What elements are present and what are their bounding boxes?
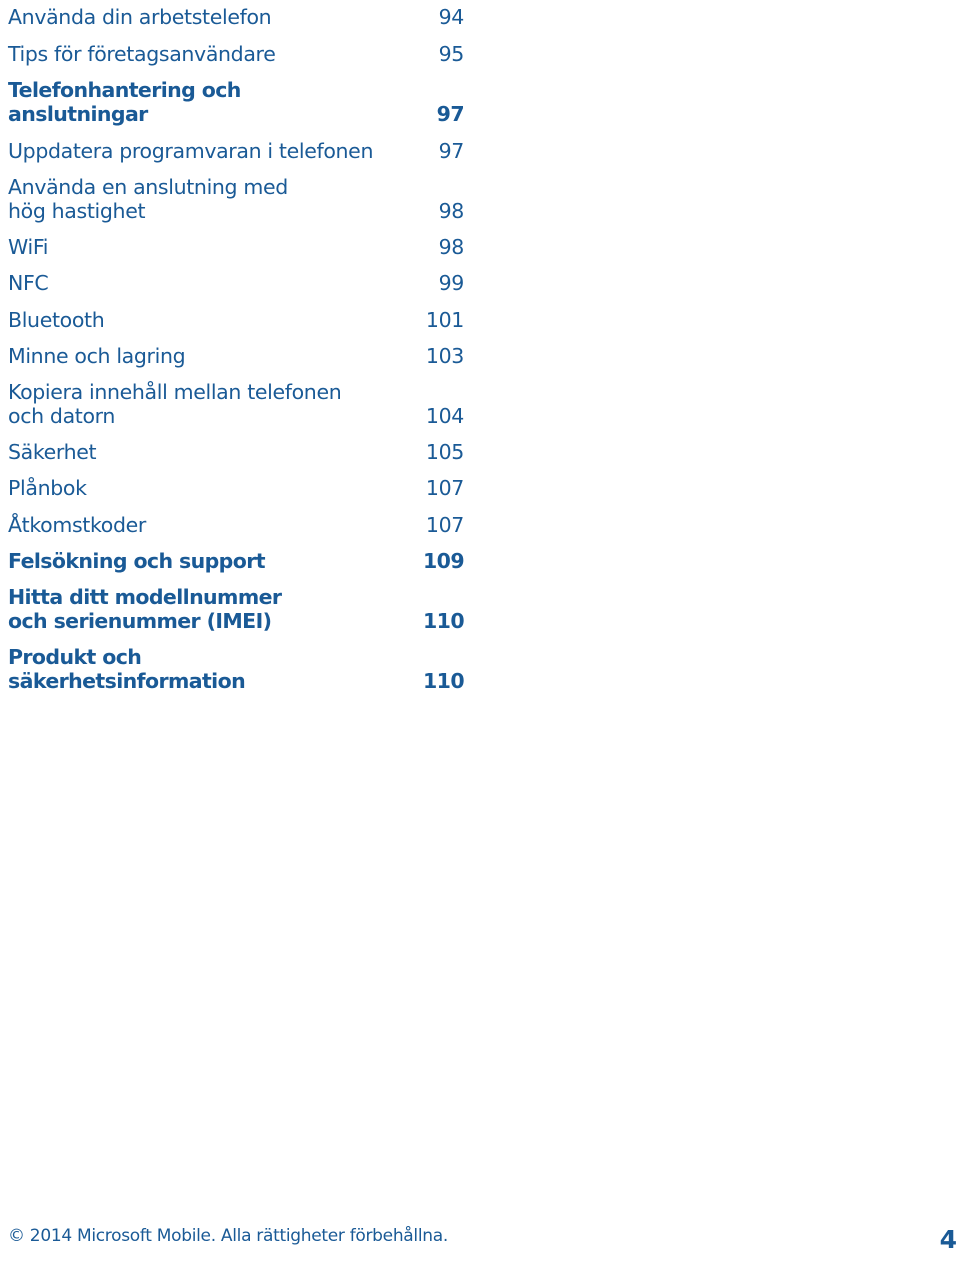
toc-entry[interactable] xyxy=(8,549,464,573)
toc-entry[interactable] xyxy=(8,139,464,163)
toc-entry-page: 95 xyxy=(438,42,464,66)
table-of-contents xyxy=(8,0,464,693)
toc-entry-page: 97 xyxy=(438,139,464,163)
toc-entry-title: Uppdatera programvaran i telefonen xyxy=(8,139,374,163)
toc-entry[interactable] xyxy=(8,308,464,332)
toc-entry[interactable] xyxy=(8,5,464,29)
toc-entry-title: Åtkomstkoder xyxy=(8,513,146,537)
toc-entry[interactable] xyxy=(8,344,464,368)
copyright-notice: © 2014 Microsoft Mobile. Alla rättigheter förbehållna. xyxy=(8,1226,448,1246)
toc-entry[interactable] xyxy=(8,645,464,693)
toc-entry-page: 107 xyxy=(425,476,464,500)
toc-entry[interactable] xyxy=(8,440,464,464)
toc-entry[interactable] xyxy=(8,380,464,428)
toc-entry-page: 107 xyxy=(425,513,464,537)
toc-entry-title: WiFi xyxy=(8,235,49,259)
toc-entry[interactable] xyxy=(8,476,464,500)
toc-entry-title: NFC xyxy=(8,271,49,295)
toc-entry-page: 104 xyxy=(425,404,464,428)
toc-entry[interactable] xyxy=(8,585,464,633)
toc-entry[interactable] xyxy=(8,235,464,259)
toc-entry-page: 99 xyxy=(438,271,464,295)
toc-entry[interactable] xyxy=(8,42,464,66)
toc-entry-page: 94 xyxy=(438,5,464,29)
toc-entry-page: 98 xyxy=(438,199,464,223)
toc-entry[interactable] xyxy=(8,271,464,295)
toc-entry-page: 105 xyxy=(425,440,464,464)
toc-entry-title: Tips för företagsanvändare xyxy=(8,42,276,66)
toc-entry-page: 97 xyxy=(436,102,464,126)
toc-entry-page: 110 xyxy=(423,609,464,633)
toc-entry-title: Säkerhet xyxy=(8,440,97,464)
toc-entry-title: Felsökning och support xyxy=(8,549,265,573)
toc-entry-title: Produkt och säkerhetsinformation xyxy=(8,645,246,693)
toc-entry-title: Minne och lagring xyxy=(8,344,186,368)
toc-entry-title: Plånbok xyxy=(8,476,87,500)
toc-entry-page: 103 xyxy=(425,344,464,368)
toc-entry-title: Telefonhantering och anslutningar xyxy=(8,78,241,126)
toc-entry-page: 110 xyxy=(423,669,464,693)
toc-entry-title: Kopiera innehåll mellan telefonen och datorn xyxy=(8,380,342,428)
toc-entry-page: 98 xyxy=(438,235,464,259)
toc-entry-title: Använda en anslutning med hög hastighet xyxy=(8,175,288,223)
toc-entry[interactable] xyxy=(8,513,464,537)
toc-entry-title: Hitta ditt modellnummer och serienummer (IMEI) xyxy=(8,585,282,633)
page-number: 4 xyxy=(939,1225,957,1254)
toc-entry-title: Bluetooth xyxy=(8,308,105,332)
toc-entry-title: Använda din arbetstelefon xyxy=(8,5,272,29)
toc-entry[interactable] xyxy=(8,78,464,126)
toc-entry-page: 101 xyxy=(425,308,464,332)
toc-entry-page: 109 xyxy=(423,549,464,573)
toc-entry[interactable] xyxy=(8,175,464,223)
